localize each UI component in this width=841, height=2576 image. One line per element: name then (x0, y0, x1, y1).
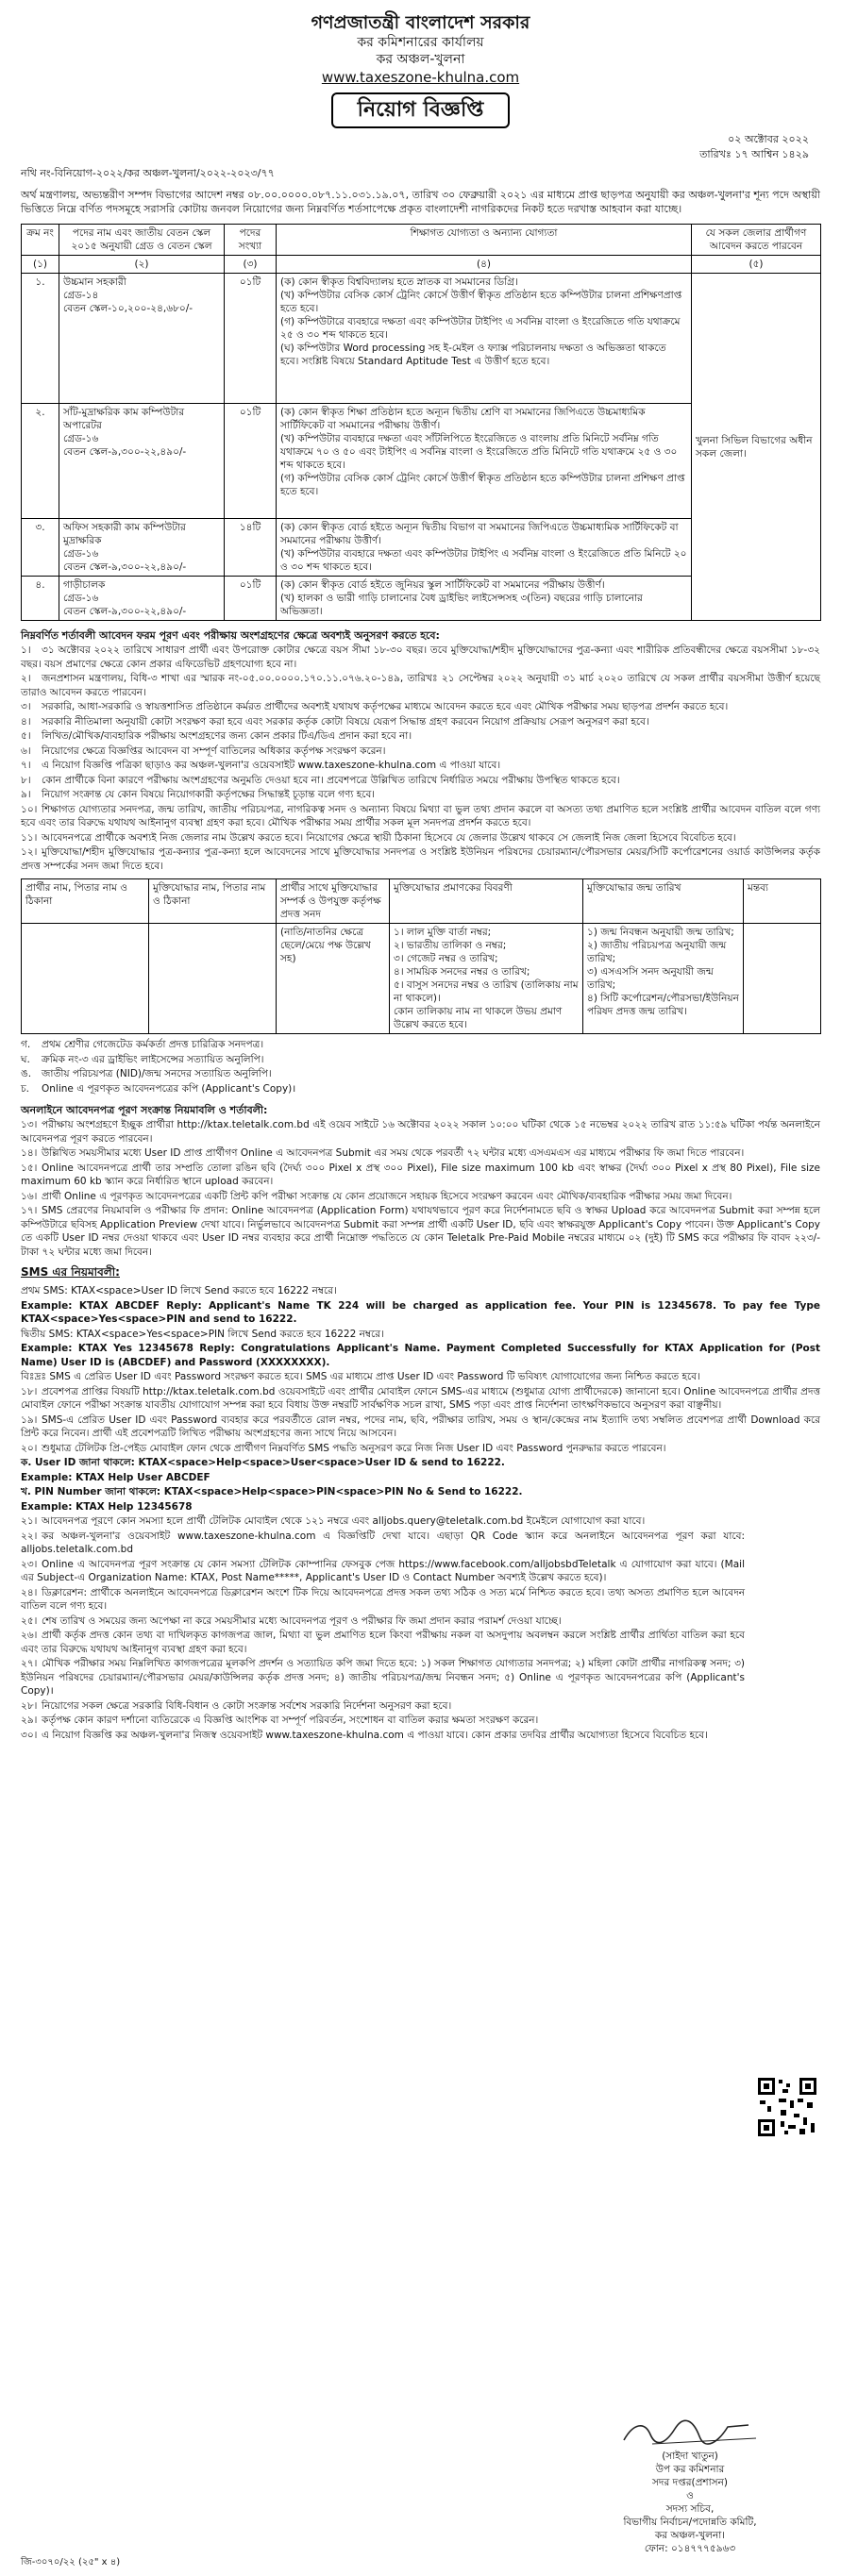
post-district: খুলনা সিভিল বিভাগের অধীন সকল জেলা। (692, 274, 821, 621)
ff-header: মুক্তিযোদ্ধার প্রমাণকের বিবরণী (390, 879, 583, 924)
date-label: তারিখঃ (699, 148, 732, 160)
online-rule-text: পরীক্ষায় অংশগ্রহণে ইচ্ছুক প্রার্থীরা http://ktax.teletalk.com.bd এই ওয়েব সাইটে ১৬ অক্টোবর ২০২২ সকাল ১০:০০ ঘটিকা থেকে ১৫ নভেম্বর ২০২২ তারিখ রাত ১১:৫৯ ঘটিকা পর্যন্ত অনলাইনে আবেদনপত্র পূরণ করতে পারবেন। (21, 1119, 820, 1145)
posts-header-sl: ক্রম নং (22, 225, 59, 256)
ff-cell (744, 924, 821, 1034)
posts-header-count: পদের সংখ্যা (225, 225, 277, 256)
post-name: সাঁট-মুদ্রাক্ষরিক কাম কম্পিউটার অপারেটর (63, 407, 185, 431)
condition-item-text: নিয়োগ সংক্রান্ত যে কোন বিষয়ে নিয়োগকারী কর্তৃপক্ষের সিদ্ধান্তই চূড়ান্ত বলে গণ্য হবে। (42, 789, 376, 800)
condition-item-number: ৩। (21, 701, 31, 712)
condition-item-number: ১। (21, 644, 31, 656)
col-index: (৫) (692, 256, 821, 274)
gregorian-date: ০২ অক্টোবর ২০২২ (728, 133, 809, 145)
posts-header-post: পদের নাম এবং জাতীয় বেতন স্কেল ২০১৫ অনুযায়ী গ্রেড ও বেতন স্কেল (59, 225, 225, 256)
post-count: ০১টি (225, 404, 277, 519)
condition-item (21, 831, 820, 845)
final-rule-number: ২৮। (21, 1699, 38, 1712)
condition-item (21, 715, 820, 729)
ff-relation-note: (নাতি/নাতনির ক্ষেত্রে ছেলে/মেয়ে পক্ষ উল্লেখ সহ) (277, 924, 390, 1034)
ff-cell (149, 924, 277, 1034)
online-rule (21, 1442, 820, 1456)
online-rule-number: ১৪। (21, 1147, 38, 1159)
online-rule-text: প্রার্থী Online এ পূরণকৃত আবেদনপত্রের একটি প্রিন্ট কপি পরীক্ষা সংক্রান্ত যে কোন প্রয়োজনে সহায়ক হিসেবে সংরক্ষণ করবেন এবং মৌখিক/ব্যবহারিক পরীক্ষার সময় জমা দিবেন। (42, 1190, 732, 1202)
recover-pin-example: Example: KTAX Help 12345678 (21, 1500, 193, 1513)
condition-item-text: ৩১ অক্টোবর ২০২২ তারিখে সাধারণ প্রার্থী এবং উপরোক্ত কোটার ক্ষেত্রে বয়স সীমা ১৮-৩০ বছর। তবে মুক্তিযোদ্ধা/শহীদ মুক্তিযোদ্ধাদের পুত্র-কন্যা এবং শারীরিক প্রতিবন্ধীদের ক্ষেত্রে বয়সসীমা ১৮-৩২ বছর। বয়স প্রমাণের ক্ষেত্রে কোন প্রকার এফিডেভিট গ্রহণযোগ্য হবে না। (21, 644, 820, 670)
final-rule-number: ২২। (21, 1530, 38, 1542)
notice-banner: নিয়োগ বিজ্ঞপ্তি (331, 92, 511, 128)
condition-item (21, 729, 820, 744)
final-rule (21, 1657, 745, 1698)
post-name: উচ্চমান সহকারী (63, 276, 126, 288)
table-row (22, 924, 821, 1034)
condition-item (21, 788, 820, 802)
document-item (21, 1053, 820, 1067)
condition-item-text: নিয়োগের ক্ষেত্রে বিজ্ঞপ্তির আবেদন বা সম্পূর্ণ বাতিলের অধিকার কর্তৃপক্ষ সংরক্ষণ করেন। (42, 744, 386, 757)
final-rule-number: ৩০। (21, 1729, 38, 1741)
online-rule-text: SMS-এ প্রেরিত User ID এবং Password ব্যবহার করে পরবর্তীতে রোল নম্বর, পদের নাম, ছবি, পরীক্ষার তারিখ, সময় ও স্থান/কেন্দ্রের নাম ইত্যাদি তথ্য সম্বলিত প্রবেশপত্র প্রার্থী Download করে প্রিন্ট করে নিবেন। প্রার্থী এই প্রবেশপত্রটি লিখিত পরীক্ষায় অংশগ্রহণের জন্য সাথে নিয়ে আসবেন। (21, 1413, 820, 1439)
ff-dob-item: ৪) সিটি কর্পোরেশন/পৌরসভা/ইউনিয়ন পরিষদ প্রদত্ত জন্ম তারিখ। (587, 993, 739, 1017)
condition-item-number: ১১। (21, 831, 38, 844)
recover-user-example: Example: KTAX Help User ABCDEF (21, 1471, 210, 1483)
online-rules-list (21, 1118, 820, 1259)
ff-proof-item: ২। ভারতীয় তালিকা ও নম্বর; (394, 940, 507, 951)
final-rule-text: নিয়োগের সকল ক্ষেত্রে সরকারি বিধি-বিধান ও কোটা সংক্রান্ত সর্বশেষ সরকারি নির্দেশনা অনুসরণ করা হবে। (42, 1699, 452, 1712)
post-count: ০১টি (225, 577, 277, 621)
condition-item-number: ১০। (21, 803, 38, 815)
condition-item-text: শিক্ষাগত যোগ্যতার সনদপত্র, জন্ম তারিখ, জাতীয় পরিচয়পত্র, নাগরিকত্ব সনদ ও অন্যান্য বিষয়ে মিথ্যা বা ভুল তথ্য প্রদান করলে বা অসত্য তথ্য প্রমাণিত হলে সংশ্লিষ্ট প্রার্থীর আবেদন বাতিল বলে গণ্য হবে এবং তার বিরুদ্ধে যথাযথ আইনানুগ ব্যবস্থা গ্রহণ করা হবে। মৌখিক পরীক্ষার সময় প্রার্থীর সকল মূল সনদপত্র প্রদর্শন করতে হবে। (21, 803, 820, 828)
online-rule (21, 1385, 820, 1413)
sms-example-2: Example: KTAX Yes 12345678 Reply: Congratulations Applicant's Name. Payment Completed Successfully for KTAX Application for (Post Name) User ID is (ABCDEF) and Password (XXXXXXXX). (21, 1343, 820, 1368)
sms-first: প্রথম SMS: KTAX<space>User ID লিখে Send করতে হবে 16222 নম্বরে। (21, 1285, 337, 1296)
post-sl: ৩. (22, 519, 59, 577)
final-rule-text: আবেদনপত্র পূরণে কোন সমস্যা হলে প্রার্থী টেলিটক মোবাইল থেকে ১২১ নম্বরে এবং alljobs.query@teletalk.com.bd ইমেইলে যোগাযোগ করা যাবে। (42, 1515, 646, 1527)
condition-item-text: এ নিয়োগ বিজ্ঞপ্তি পত্রিকা ছাড়াও কর অঞ্চল-খুলনা'র ওয়েবসাইট www.taxeszone-khulna.com এ পাওয়া যাবে। (42, 760, 501, 771)
document-item-number: ঘ. (21, 1053, 30, 1065)
ff-cell (22, 924, 149, 1034)
posts-header-district: যে সকল জেলার প্রার্থীগণ আবেদন করতে পারবেন (692, 225, 821, 256)
bangla-date: ১৭ আশ্বিন ১৪২৯ (734, 148, 809, 160)
final-rule-text: কর অঞ্চল-খুলনা'র ওয়েবসাইট www.taxeszone-khulna.com এ বিজ্ঞপ্তিটি দেখা যাবে। এছাড়া QR Code স্ক্যান করে অনলাইনে আবেদনপত্র পূরণ করা যাবে: alljobs.teletalk.com.bd (21, 1530, 745, 1555)
post-name: অফিস সহকারী কাম কম্পিউটার মুদ্রাক্ষরিক (63, 522, 186, 546)
ff-proof-item: ৩। গেজেট নম্বর ও তারিখ; (394, 953, 498, 964)
post-grade: গ্রেড-১৪ (63, 290, 99, 301)
ff-proof-item: কোন তালিকায় নাম না থাকলে উভয় প্রমাণ উল্লেখ করতে হবে। (394, 1006, 563, 1030)
recover-user-id: ক. User ID জানা থাকলে: KTAX<space>Help<space>User<space>User ID & send to 16222. (21, 1457, 505, 1468)
document-item (21, 1082, 820, 1096)
online-rule (21, 1162, 820, 1189)
table-row (22, 274, 821, 404)
condition-item (21, 845, 820, 873)
online-rule-number: ১৩। (21, 1119, 38, 1130)
post-name: গাড়ীচালক (63, 579, 106, 591)
signature-line: (সাইদা খাতুন) (662, 2451, 718, 2462)
signature-line: কর অঞ্চল-খুলনা। (654, 2530, 726, 2541)
condition-item (21, 644, 820, 671)
post-qualification (277, 404, 692, 519)
ff-dob-item: ১) জন্ম নিবন্ধন অনুযায়ী জন্ম তারিখ; (587, 927, 734, 938)
posts-table (21, 224, 821, 621)
final-rule (21, 1586, 745, 1614)
document-item-text: জাতীয় পরিচয়পত্র (NID)/জন্ম সনদের সত্যায়িত অনুলিপি। (42, 1068, 272, 1079)
signature-line: ও (686, 2490, 694, 2501)
qualification-item: (খ) কম্পিউটার ব্যবহারে দক্ষতা এবং কম্পিউটার টাইপিং এ সর্বনিম্ন বাংলা ও ইংরেজিতে প্রতি মিনিটে ২০ ও ৩০ শব্দ থাকতে হবে। (280, 548, 687, 573)
sms-note: বিঃদ্রঃ SMS এ প্রেরিত User ID এবং Password সংরক্ষণ করতে হবে। SMS এর মাধ্যমে প্রাপ্ত User ID এবং Password টি ভবিষ্যৎ যোগাযোগের জন্য নিশ্চিত করতে হবে। (21, 1371, 700, 1382)
online-rule-text: উল্লিখিত সময়সীমার মধ্যে User ID প্রাপ্ত প্রার্থীগণ Online এ আবেদনপত্র Submit এর সময় থেকে পরবর্তী ৭২ ঘন্টার মধ্যে এসএমএস এর মাধ্যমে পরীক্ষার ফি জমা দিতে পারবেন। (42, 1147, 745, 1159)
condition-item (21, 774, 820, 788)
qualification-item: (ক) কোন স্বীকৃত বোর্ড হইতে অন্যূন দ্বিতীয় বিভাগ বা সমমানের জিপিএতে উচ্চমাধ্যমিক সার্টিফিকেট বা সমমানের পরীক্ষায় উত্তীর্ণ। (280, 522, 679, 546)
final-rule-text: ডিক্লারেশন: প্রার্থীকে অনলাইনে আবেদনপত্রে ডিক্লারেশন অংশে টিক দিয়ে আবেদনপত্রে প্রদত্ত সকল তথ্য সঠিক ও সত্য মর্মে নিশ্চিত করতে হবে। তথ্য অসত্য প্রমাণিত হলে আবেদন বাতিল বলে গণ্য হবে। (21, 1586, 745, 1612)
qualification-item: (ঘ) কম্পিউটার Word processing সহ ই-মেইল ও ফ্যাক্স পরিচালনায় দক্ষতা ও অভিজ্ঞতা থাকতে হবে। সংশ্লিষ্ট বিষয়ে Standard Aptitude Test এ উত্তীর্ণ হতে হবে। (280, 343, 666, 367)
document-item-number: গ. (21, 1039, 31, 1050)
condition-item-number: ৭। (21, 760, 31, 771)
documents-list (21, 1038, 820, 1096)
final-rule-number: ২৫। (21, 1614, 38, 1627)
final-rule-number: ২৩। (21, 1558, 38, 1570)
post-name-cell (59, 577, 225, 621)
ff-proof-item: ৫। বাসুস সনদের নম্বর ও তারিখ (তালিকায় নাম না থাকলে)। (394, 979, 579, 1004)
online-rule-number: ১৫। (21, 1162, 38, 1174)
condition-item (21, 744, 820, 759)
online-rule-number: ২০। (21, 1442, 38, 1454)
col-index: (২) (59, 256, 225, 274)
col-index: (১) (22, 256, 59, 274)
final-rule-number: ২৪। (21, 1586, 38, 1598)
condition-item-text: সরকারি নীতিমালা অনুযায়ী কোটা সংরক্ষণ করা হবে এবং সরকার কর্তৃক কোটা বিষয়ে যেরূপ সিদ্ধান্ত গ্রহণ করবেন নিয়োগ প্রক্রিয়ায় সেরূপ অনুসরণ করা হবে। (42, 715, 649, 728)
online-rule (21, 1190, 820, 1204)
date-row (21, 132, 820, 164)
final-rule (21, 1629, 745, 1656)
post-scale: বেতন স্কেল-৯,৩০০-২২,৪৯০/- (63, 561, 187, 573)
ff-dob-item: ৩) এসএসসি সনদ অনুযায়ী জন্ম তারিখ; (587, 966, 714, 991)
post-sl: ২. (22, 404, 59, 519)
document-item-number: ঙ. (21, 1068, 32, 1079)
signature-line: বিভাগীয় নির্বাচন/পদোন্নতি কমিটি, (623, 2517, 757, 2528)
online-rule (21, 1146, 820, 1161)
qualification-item: (ক) কোন স্বীকৃত বিশ্ববিদ্যালয় হতে স্নাতক বা সমমানের ডিগ্রি। (280, 276, 518, 288)
final-rule-text: এ নিয়োগ বিজ্ঞপ্তি কর অঞ্চল-খুলনা'র নিজস্ব ওয়েবসাইট www.taxeszone-khulna.com এ পাওয়া যাবে। কোন প্রকার তদবির প্রার্থীর অযোগ্যতা হিসেবে বিবেচিত হবে। (42, 1729, 708, 1741)
final-rule-text: প্রার্থী কর্তৃক প্রদত্ত কোন তথ্য বা দাখিলকৃত কাগজপত্র জাল, মিথ্যা বা ভুল প্রমাণিত হলে কিংবা পরীক্ষায় নকল বা অসদুপায় অবলম্বন করলে সংশ্লিষ্ট প্রার্থীর প্রার্থিতা বাতিল করা হবে এবং তার বিরুদ্ধে যথাযথ আইনানুগ ব্যবস্থা গ্রহণ করা হবে। (21, 1630, 745, 1655)
post-count: ০১টি (225, 274, 277, 404)
ff-header: মুক্তিযোদ্ধার নাম, পিতার নাম ও ঠিকানা (149, 879, 277, 924)
ff-dob-list (583, 924, 744, 1034)
document-item (21, 1038, 820, 1052)
zone-title: কর অঞ্চল-খুলনা (376, 52, 465, 67)
recover-pin: খ. PIN Number জানা থাকলে: KTAX<space>Help<space>PIN<space>PIN No & Send to 16222. (21, 1486, 523, 1497)
final-rule-text: শেষ তারিখ ও সময়ের জন্য অপেক্ষা না করে সময়সীমার মধ্যে আবেদনপত্র পূরণ ও পরীক্ষার ফি জমা প্রদান করার পরামর্শ দেওয়া যাচ্ছে। (42, 1614, 562, 1627)
ff-proof-list (390, 924, 583, 1034)
final-rule-number: ২১। (21, 1515, 38, 1527)
condition-item (21, 700, 820, 714)
final-rule-text: Online এ আবেদনপত্র পূরণ সংক্রান্ত যে কোন সমস্যা টেলিটক কোম্পানির ফেসবুক পেজ https://www.facebook.com/alljobsbdTeletalk এ যোগাযোগ করা যাবে। (Mail এর Subject-এ Organization Name: KTAX, Post Name*****, Applicant's User ID ও Contact Number অবশ্যই উল্লেখ করতে হবে)। (21, 1558, 745, 1583)
document-item-number: চ. (21, 1082, 30, 1095)
post-sl: ৪. (22, 577, 59, 621)
condition-item-text: কোন প্রার্থীকে বিনা কারণে পরীক্ষায় অংশগ্রহণের অনুমতি দেওয়া হবে না। প্রবেশপত্রে উল্লিখিত তারিখে নির্ধারিত সময়ে পরীক্ষায় উপস্থিত থাকতে হবে। (42, 774, 620, 786)
post-name-cell (59, 274, 225, 404)
condition-item-number: ১২। (21, 846, 38, 858)
qualification-item: (খ) কম্পিউটার বেসিক কোর্স ট্রেনিং কোর্সে উত্তীর্ণ স্বীকৃত প্রতিষ্ঠান হতে কম্পিউটার চালনা প্রশিক্ষণপ্রাপ্ত হতে হবে। (280, 290, 682, 314)
post-name-cell (59, 519, 225, 577)
post-qualification (277, 519, 692, 577)
conditions-list (21, 644, 820, 873)
online-rule (21, 1204, 820, 1259)
office-title: কর কমিশনারের কার্যালয় (357, 35, 484, 50)
final-rule (21, 1729, 745, 1743)
online-heading: অনলাইনে আবেদনপত্র পূরণ সংক্রান্ত নিয়মাবলি ও শর্তাবলী: (21, 1104, 268, 1116)
final-rule-text: মৌখিক পরীক্ষার সময় নিম্নলিখিত কাগজপত্রের মূলকপি প্রদর্শন ও সত্যায়িত কপি জমা দিতে হবে: ১) সকল শিক্ষাগত যোগ্যতার সনদপত্র; ২) মহিলা কোটা প্রার্থীর নাগরিকত্ব সনদ; ৩) ইউনিয়ন পরিষদের চেয়ারম্যান/পৌরসভার মেয়র/কাউন্সিলর কর্তৃক প্রদত্ত সনদ; ৪) জাতীয় পরিচয়পত্র/জন্ম নিবন্ধন সনদ; ৫) Online এ পূরণকৃত আবেদনপত্রের কপি (Applicant's Copy)। (21, 1658, 745, 1697)
publication-code: জি-৩০৭০/২২ (২৫" x ৪) (21, 2557, 121, 2568)
final-rule (21, 1714, 745, 1728)
final-rule-number: ২৭। (21, 1658, 38, 1669)
final-rule (21, 1614, 745, 1629)
col-index: (৪) (277, 256, 692, 274)
online-rule-text: প্রবেশপত্র প্রাপ্তির বিষয়টি http://ktax.teletalk.com.bd ওয়েবসাইটে এবং প্রার্থীর মোবাইল ফোনে SMS-এর মাধ্যমে (শুধুমাত্র যোগ্য প্রার্থীদেরকে) জানানো হবে। Online আবেদনপত্রে প্রার্থীর প্রদত্ত মোবাইল ফোনে পরীক্ষা সংক্রান্ত যাবতীয় যোগাযোগ সম্পন্ন করা হবে বিধায় উক্ত নম্বরটি সার্বক্ষণিক সচল রাখা, SMS পড়া এবং প্রাপ্ত নির্দেশনা তাৎক্ষণিকভাবে অনুসরণ করা বাঞ্ছনীয়। (21, 1385, 820, 1411)
final-rule (21, 1699, 745, 1714)
post-grade: গ্রেড-১৬ (63, 433, 99, 444)
post-scale: বেতন স্কেল-৯,৩০০-২২,৪৯০/- (63, 446, 187, 458)
condition-item-text: জনপ্রশাসন মন্ত্রণালয়, বিধি-৩ শাখা এর স্মারক নং-০৫.০০.০০০০.১৭০.১১.০৭৬.২০-১৪৯, তারিখঃ ২১ সেপ্টেম্বর ২০২২ অনুযায়ী ৩১ মার্চ ২০২০ তারিখে যে সকল প্রার্থীর বয়সসীমা উত্তীর্ণ হয়েছে তারাও আবেদন করতে পারবেন। (21, 673, 820, 698)
intro-paragraph: অর্থ মন্ত্রণালয়, অভ্যন্তরীণ সম্পদ বিভাগের আদেশ নম্বর ০৮.০০.০০০০.০৮৭.১১.০৩১.১৯.০৭, তারিখ ৩০ ফেব্রুয়ারী ২০২১ এর মাধ্যমে প্রাপ্ত ছাড়পত্র অনুযায়ী কর অঞ্চল-খুলনা'র শূন্য পদে অস্থায়ী ভিত্তিতে নিম্নে বর্ণিত পদসমূহে সরাসরি কোটায় জনবল নিয়োগের জন্য নিম্নবর্ণিত শর্তসাপেক্ষে প্রকৃত বাংলাদেশী নাগরিকদের নিকট হতে দরখাস্ত আহবান করা যাচ্ছে। (21, 189, 820, 215)
condition-item (21, 672, 820, 699)
signature-lines (596, 2450, 784, 2555)
notice-header (21, 11, 820, 128)
post-scale: বেতন স্কেল-৯,৩০০-২২,৪৯০/- (63, 606, 187, 617)
posts-header-qualification: শিক্ষাগত যোগ্যতা ও অন্যান্য যোগ্যতা (277, 225, 692, 256)
post-grade: গ্রেড-১৬ (63, 593, 99, 604)
post-qualification (277, 577, 692, 621)
final-rule (21, 1530, 745, 1557)
condition-item-text: আবেদনপত্রে প্রার্থীকে অবশ্যই নিজ জেলার নাম উল্লেখ করতে হবে। নিয়োগের ক্ষেত্রে স্থায়ী ঠিকানা হিসেবে যে জেলার উল্লেখ থাকবে সে জেলাই নিজ জেলা হিসেবে বিবেচিত হবে। (42, 831, 736, 844)
sms-example-1: Example: KTAX ABCDEF Reply: Applicant's Name TK 224 will be charged as application fee. Your PIN is 12345678. To pay fee Type KTAX<space>Yes<space>PIN and send to 16222. (21, 1299, 820, 1325)
ff-header: মন্তব্য (744, 879, 821, 924)
qr-code-icon[interactable] (756, 2076, 818, 2138)
qualification-item: (ক) কোন স্বীকৃত শিক্ষা প্রতিষ্ঠান হতে অন্যূন দ্বিতীয় শ্রেণি বা সমমানের জিপিএতে উচ্চমাধ্যমিক সার্টিফিকেট বা সমমানের পরীক্ষায় উত্তীর্ণ। (280, 407, 646, 431)
ff-header: মুক্তিযোদ্ধার জন্ম তারিখ (583, 879, 744, 924)
condition-item (21, 759, 820, 773)
signature-line: সদস্য সচিব, (665, 2503, 715, 2515)
memo-reference: নথি নং-বিনিয়োগ-২০২২/কর অঞ্চল-খুলনা/২০২২-২০২৩/৭৭ (21, 167, 275, 179)
sms-second: দ্বিতীয় SMS: KTAX<space>Yes<space>PIN লিখে Send করতে হবে 16222 নম্বরে। (21, 1328, 384, 1340)
online-rule-number: ১৭। (21, 1205, 38, 1216)
document-item (21, 1067, 820, 1081)
ff-header: প্রার্থীর সাথে মুক্তিযোদ্ধার সম্পর্ক ও উপযুক্ত কর্তৃপক্ষ প্রদত্ত সনদ (277, 879, 390, 924)
ff-dob-item: ২) জাতীয় পরিচয়পত্র অনুযায়ী জন্ম তারিখ; (587, 940, 727, 964)
final-rule-text: কর্তৃপক্ষ কোন কারণ দর্শানো ব্যতিরেকে এ বিজ্ঞপ্তি আংশিক বা সম্পূর্ণ পরিবর্তন, সংশোধন বা বাতিল করার ক্ষমতা সংরক্ষণ করেন। (42, 1715, 539, 1726)
online-rule (21, 1118, 820, 1146)
condition-item-number: ২। (21, 673, 31, 684)
document-item-text: ক্রমিক নং-৩ এর ড্রাইভিং লাইসেন্সের সত্যায়িত অনুলিপি। (42, 1053, 264, 1065)
online-rule-number: ১৬। (21, 1190, 38, 1202)
condition-item-number: ৯। (21, 789, 31, 800)
website-link[interactable]: www.taxeszone-khulna.com (321, 69, 520, 86)
online-rule-text: SMS প্রেরণের নিয়মাবলি ও পরীক্ষার ফি প্রদান: Online আবেদনপত্র (Application Form) যথাযথভাবে পূরণ করে নির্দেশনামতে ছবি ও স্বাক্ষর Upload করে আবেদনপত্র Submit করা সম্পন্ন হলে কম্পিউটারে ছবিসহ Application Preview দেখা যাবে। নির্ভুলভাবে আবেদনপত্র Submit করা সম্পন্ন প্রার্থী একটি User ID, ছবি এবং স্বাক্ষরযুক্ত Applicant's Copy পাবেন। উক্ত Applicant's Copy তে একটি User ID নম্বর দেওয়া থাকবে এবং User ID নম্বর ব্যবহার করে প্রার্থী নিম্নোক্ত পদ্ধতিতে যে কোন Teletalk Pre-Paid Mobile নম্বরের মাধ্যমে ০২ (দুই) টি SMS করে পরীক্ষার ফি বাবদ ২২৩/- টাকা ৭২ ঘন্টার মধ্যে জমা দিবেন। (21, 1205, 820, 1258)
signature-line: উপ কর কমিশনার (655, 2464, 725, 2475)
final-rules-list (21, 1514, 820, 1742)
post-scale: বেতন স্কেল-১০,২০০-২৪,৬৮০/- (63, 303, 193, 314)
condition-item-number: ৬। (21, 744, 31, 757)
condition-item-text: সরকারি, আধা-সরকারি ও স্বায়ত্তশাসিত প্রতিষ্ঠানে কর্মরত প্রার্থীদের অবশ্যই যথাযথ কর্তৃপক্ষের মাধ্যমে আবেদন করতে হবে এবং মৌখিক পরীক্ষার সময় ছাড়পত্র প্রদর্শন করতে হবে। (42, 701, 729, 712)
conditions-heading: নিম্নবর্ণিত শর্তাবলী আবেদন ফরম পূরণ এবং পরীক্ষায় অংশগ্রহণের ক্ষেত্রে অবশ্যই অনুসরণ করতে হবে: (21, 629, 440, 642)
col-index: (৩) (225, 256, 277, 274)
online-rule-text: Online আবেদনপত্রে প্রার্থী তার সম্প্রতি তোলা রঙিন ছবি (দৈর্ঘ্য ৩০০ Pixel x প্রস্থ ৩০০ Pixel), File size maximum 100 kb এবং স্বাক্ষর (দৈর্ঘ্য ৩০০ Pixel x প্রস্থ 80 Pixel), File size maximum 60 kb স্ক্যান করে নির্ধারিত স্থানে upload করবেন। (21, 1162, 820, 1187)
online-rule-text: শুধুমাত্র টেলিটক প্রি-পেইড মোবাইল ফোন থেকে প্রার্থীগণ নিম্নবর্ণিত SMS পদ্ধতি অনুসরণ করে নিজ নিজ User ID এবং Password পুনরুদ্ধার করতে পারবেন। (42, 1442, 666, 1454)
post-grade: গ্রেড-১৬ (63, 548, 99, 560)
post-qualification (277, 274, 692, 404)
condition-item-text: লিখিত/মৌখিক/ব্যবহারিক পরীক্ষায় অংশগ্রহণের জন্য কোন প্রকার টিএ/ডিএ প্রদান করা হবে না। (42, 730, 412, 742)
ff-proof-item: ৪। সাময়িক সনদের নম্বর ও তারিখ; (394, 966, 530, 978)
qualification-item: (গ) কম্পিউটার বেসিক কোর্স ট্রেনিং কোর্সে উত্তীর্ণ স্বীকৃত প্রতিষ্ঠান হতে কম্পিউটার চালনা প্রশিক্ষণ প্রাপ্ত হতে হবে। (280, 473, 685, 497)
qualification-item: (ক) কোন স্বীকৃত বোর্ড হইতে জুনিয়র স্কুল সার্টিফিকেট বা সমমানের পরীক্ষায় উত্তীর্ণ। (280, 579, 605, 591)
online-rule (21, 1413, 820, 1441)
ff-proof-item: ১। লাল মুক্তি বার্তা নম্বর; (394, 927, 492, 938)
signature-mark (596, 2416, 784, 2450)
post-sl: ১. (22, 274, 59, 404)
online-rule-number: ১৯। (21, 1413, 38, 1426)
online-rule-number: ১৮। (21, 1385, 38, 1397)
online-rules-list-2 (21, 1385, 820, 1456)
sms-heading: SMS এর নিয়মাবলী: (21, 1265, 120, 1279)
qualification-item: (খ) হালকা ও ভারী গাড়ি চালানোর বৈধ ড্রাইভিং লাইসেন্সসহ ৩(তিন) বছরের গাড়ি চালানোর অভিজ্ঞতা। (280, 593, 643, 617)
condition-item (21, 803, 820, 830)
ff-header: প্রার্থীর নাম, পিতার নাম ও ঠিকানা (22, 879, 149, 924)
signature-line: সদর দপ্তর(প্রশাসন) (652, 2477, 728, 2488)
document-item-text: Online এ পূরণকৃত আবেদনপত্রের কপি (Applicant's Copy)। (42, 1082, 296, 1095)
date-block (699, 132, 809, 162)
condition-item-number: ৮। (21, 774, 31, 786)
post-name-cell (59, 404, 225, 519)
condition-item-text: মুক্তিযোদ্ধা/শহীদ মুক্তিযোদ্ধার পুত্র-কন্যার পুত্র-কন্যা হলে আবেদনের সাথে মুক্তিযোদ্ধার সনদপত্র ও সংশ্লিষ্ট ইউনিয়ন পরিষদের চেয়ারম্যান/পৌরসভার মেয়র/সিটি কর্পোরেশনের ওয়ার্ড কাউন্সিলর কর্তৃক প্রদত্ত সম্পর্কের সনদ জমা দিতে হবে। (21, 846, 820, 872)
final-rule-number: ২৬। (21, 1630, 38, 1641)
government-title: গণপ্রজাতন্ত্রী বাংলাদেশ সরকার (311, 12, 530, 33)
document-item-text: প্রথম শ্রেণীর গেজেটেড কর্মকর্তা প্রদত্ত চারিত্রিক সনদপত্র। (42, 1039, 264, 1050)
post-count: ১৪টি (225, 519, 277, 577)
qualification-item: (গ) কম্পিউটারে ব্যবহারে দক্ষতা এবং কম্পিউটার টাইপিং এ সর্বনিম্ন বাংলা ও ইংরেজিতে গতি যথাক্রমে ২৫ ও ৩০ শব্দ থাকতে হবে। (280, 316, 681, 341)
condition-item-number: ৫। (21, 730, 31, 742)
qualification-item: (খ) কম্পিউটার ব্যবহারে দক্ষতা এবং সাঁটলিপিতে ইংরেজিতে ও বাংলায় প্রতি মিনিটে সর্বনিম্ন গতি যথাক্রমে ৭০ ও ৫০ এবং টাইপিং এ সর্বনিম্ন বাংলা ও ইংরেজিতে প্রতি মিনিটে গতি যথাক্রমে ২৫ ও ৩০ শব্দ থাকতে হবে। (280, 433, 678, 471)
signature-block (596, 2416, 784, 2555)
signature-line: ফোন: ০১৪৭৭৭৫৯৬৩ (644, 2543, 736, 2554)
freedom-fighter-table (21, 878, 821, 1034)
condition-item-number: ৪। (21, 715, 31, 728)
final-rule-number: ২৯। (21, 1715, 38, 1726)
final-rule (21, 1514, 745, 1529)
final-rule (21, 1558, 745, 1585)
